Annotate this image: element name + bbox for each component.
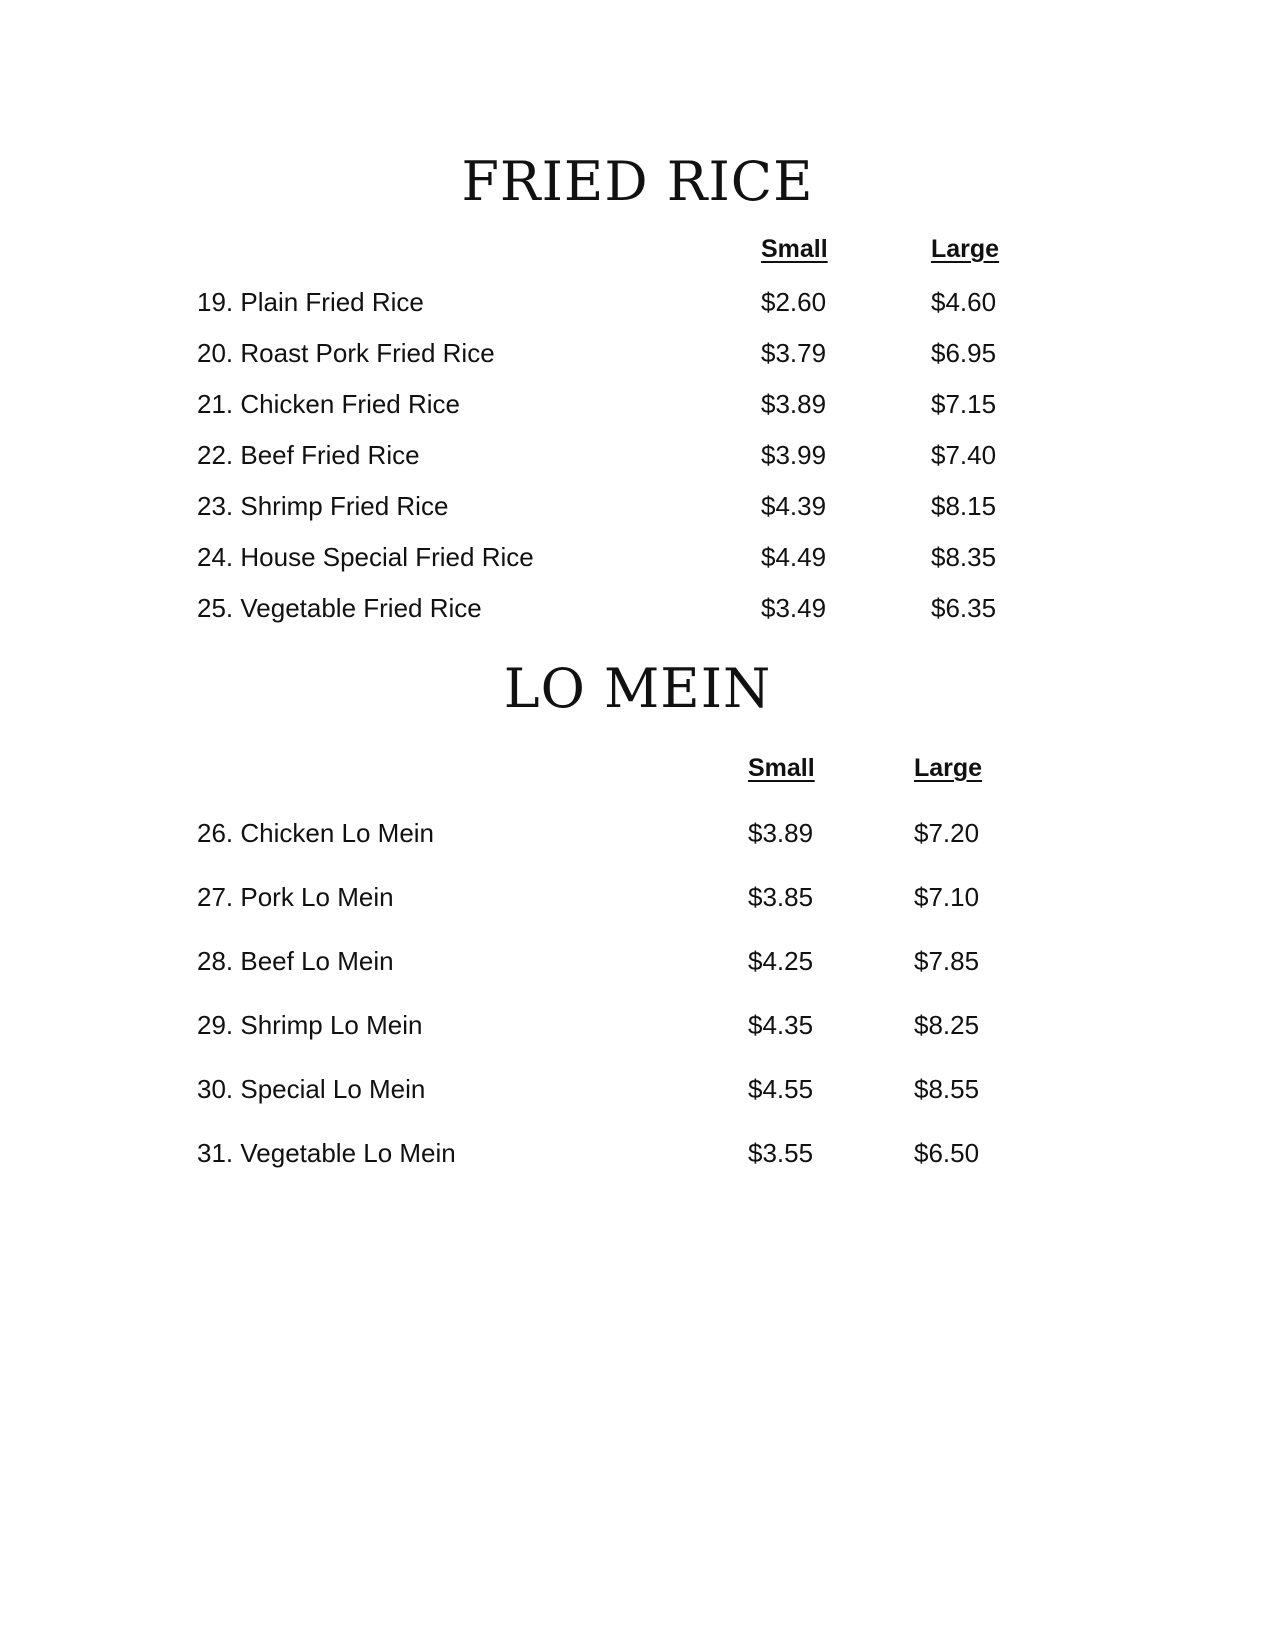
small-price: $3.55 <box>748 1138 814 1168</box>
small-price: $4.25 <box>748 946 814 976</box>
menu-item <box>0 438 1275 472</box>
large-column-header: Large <box>931 235 1000 263</box>
small-price: $3.89 <box>761 389 827 419</box>
menu-item <box>0 1008 1275 1042</box>
item-name: 24. House Special Fried Rice <box>197 542 534 572</box>
menu-item <box>0 816 1275 850</box>
large-price: $4.60 <box>931 287 997 317</box>
item-name: 29. Shrimp Lo Mein <box>197 1010 423 1040</box>
small-price: $2.60 <box>761 287 827 317</box>
menu-item <box>0 1072 1275 1106</box>
menu-item <box>0 285 1275 319</box>
item-name: 27. Pork Lo Mein <box>197 882 394 912</box>
small-column-header: Small <box>761 235 828 263</box>
item-name: 26. Chicken Lo Mein <box>197 818 435 848</box>
large-price: $8.25 <box>914 1010 980 1040</box>
large-price: $7.20 <box>914 818 980 848</box>
large-price: $8.35 <box>931 542 997 572</box>
item-name: 20. Roast Pork Fried Rice <box>197 338 495 368</box>
small-price: $3.89 <box>748 818 814 848</box>
item-name: 25. Vegetable Fried Rice <box>197 593 482 623</box>
item-name: 19. Plain Fried Rice <box>197 287 424 317</box>
item-name: 31. Vegetable Lo Mein <box>197 1138 456 1168</box>
menu-item <box>0 336 1275 370</box>
large-column-header: Large <box>914 754 983 782</box>
menu-item <box>0 387 1275 421</box>
item-name: 28. Beef Lo Mein <box>197 946 394 976</box>
large-price: $6.35 <box>931 593 997 623</box>
menu-item <box>0 591 1275 625</box>
section-title: FRIED RICE <box>461 150 814 213</box>
menu-item <box>0 880 1275 914</box>
item-name: 21. Chicken Fried Rice <box>197 389 460 419</box>
large-price: $8.15 <box>931 491 997 521</box>
menu-item <box>0 540 1275 574</box>
small-column-header: Small <box>748 754 815 782</box>
small-price: $3.79 <box>761 338 827 368</box>
menu-item <box>0 489 1275 523</box>
small-price: $4.55 <box>748 1074 814 1104</box>
item-name: 23. Shrimp Fried Rice <box>197 491 449 521</box>
small-price: $4.35 <box>748 1010 814 1040</box>
item-name: 22. Beef Fried Rice <box>197 440 420 470</box>
section-title: LO MEIN <box>503 657 772 720</box>
large-price: $7.40 <box>931 440 997 470</box>
large-price: $7.15 <box>931 389 997 419</box>
large-price: $7.10 <box>914 882 980 912</box>
small-price: $4.49 <box>761 542 827 572</box>
menu-item <box>0 1136 1275 1170</box>
large-price: $7.85 <box>914 946 980 976</box>
small-price: $3.85 <box>748 882 814 912</box>
small-price: $3.99 <box>761 440 827 470</box>
large-price: $8.55 <box>914 1074 980 1104</box>
large-price: $6.95 <box>931 338 997 368</box>
menu-item <box>0 944 1275 978</box>
small-price: $4.39 <box>761 491 827 521</box>
small-price: $3.49 <box>761 593 827 623</box>
item-name: 30. Special Lo Mein <box>197 1074 426 1104</box>
large-price: $6.50 <box>914 1138 980 1168</box>
